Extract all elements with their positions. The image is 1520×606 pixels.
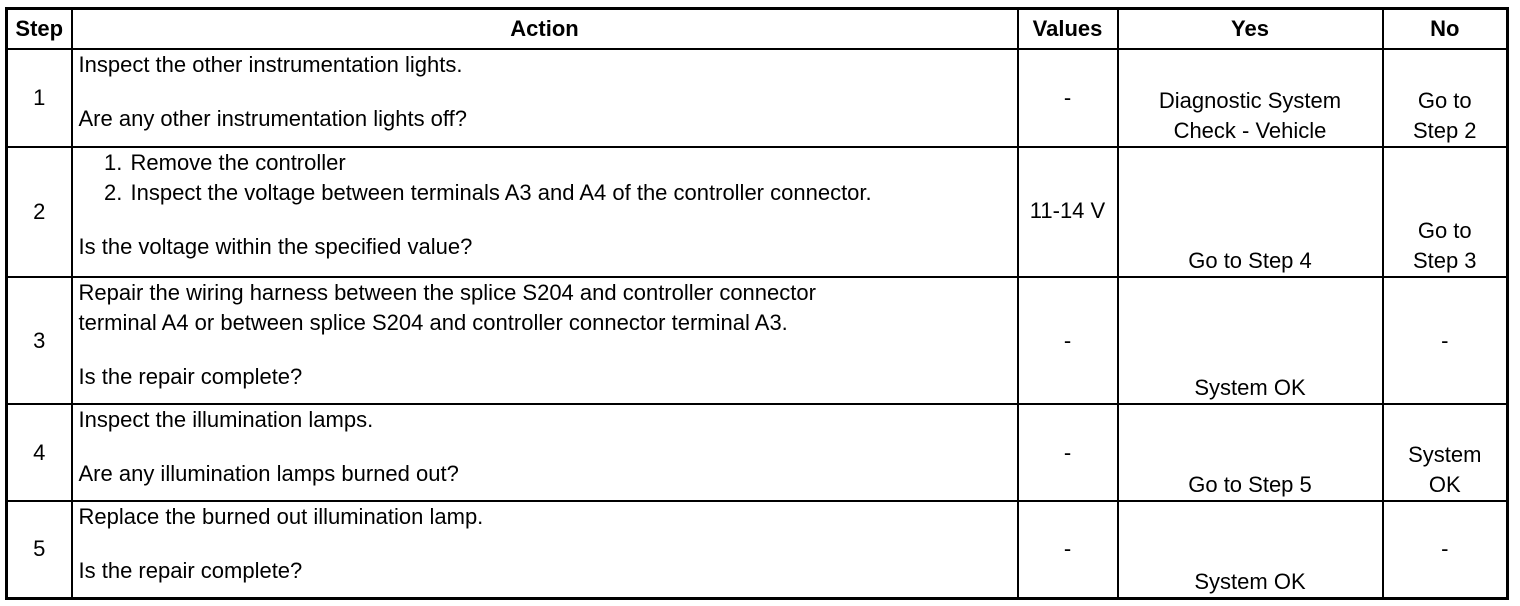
action-step-item: 2. Inspect the voltage between terminals A3 and A4 of the controller connector. xyxy=(129,178,1011,208)
action-question: Is the repair complete? xyxy=(78,364,303,389)
yes-cell xyxy=(1118,277,1383,404)
yes-cell xyxy=(1118,49,1383,147)
no-text: Go to xyxy=(1417,88,1472,113)
yes-text: System OK xyxy=(1194,375,1306,400)
action-cell xyxy=(72,277,1018,404)
values-cell: - xyxy=(1018,404,1118,501)
table-row xyxy=(7,404,1508,501)
values-cell: - xyxy=(1018,277,1118,404)
action-question: Are any illumination lamps burned out? xyxy=(78,461,459,486)
yes-cell xyxy=(1118,501,1383,598)
table-row xyxy=(7,147,1508,277)
no-cell xyxy=(1383,501,1508,598)
yes-cell xyxy=(1118,147,1383,277)
step-number: 5 xyxy=(7,501,72,598)
step-number: 1 xyxy=(7,49,72,147)
no-text: OK xyxy=(1428,472,1461,497)
no-cell xyxy=(1383,49,1508,147)
header-step: Step xyxy=(7,9,72,50)
header-values: Values xyxy=(1018,9,1118,50)
table-row xyxy=(7,49,1508,147)
no-text: Step 2 xyxy=(1412,118,1477,143)
action-text: Inspect the other instrumentation lights. xyxy=(78,52,463,77)
step-number: 3 xyxy=(7,277,72,404)
action-question: Are any other instrumentation lights off? xyxy=(78,106,467,131)
action-step-item: 1. Remove the controller xyxy=(129,148,1011,178)
no-text: - xyxy=(1441,327,1449,353)
yes-text: Go to Step 5 xyxy=(1188,472,1312,497)
header-row xyxy=(7,9,1508,50)
action-text: Repair the wiring harness between the splice S204 and controller connector xyxy=(78,280,816,305)
header-yes: Yes xyxy=(1118,9,1383,50)
no-text: Go to xyxy=(1417,218,1472,243)
action-cell xyxy=(72,501,1018,598)
no-cell xyxy=(1383,404,1508,501)
yes-cell xyxy=(1118,404,1383,501)
yes-text: Diagnostic System xyxy=(1158,88,1342,113)
diagnostic-table xyxy=(5,7,1509,600)
table-row xyxy=(7,277,1508,404)
header-no: No xyxy=(1383,9,1508,50)
action-cell xyxy=(72,404,1018,501)
step-number: 2 xyxy=(7,147,72,277)
action-cell xyxy=(72,147,1018,277)
values-cell: - xyxy=(1018,49,1118,147)
no-text: System xyxy=(1408,442,1482,467)
step-number: 4 xyxy=(7,404,72,501)
action-text: Inspect the illumination lamps. xyxy=(78,407,374,432)
yes-text: Go to Step 4 xyxy=(1188,248,1312,273)
action-text: terminal A4 or between splice S204 and controller connector terminal A3. xyxy=(78,310,788,335)
action-question: Is the repair complete? xyxy=(78,558,303,583)
action-question: Is the voltage within the specified value? xyxy=(78,234,473,259)
no-text: - xyxy=(1441,536,1449,562)
no-cell xyxy=(1383,147,1508,277)
no-text: Step 3 xyxy=(1412,248,1477,273)
header-action: Action xyxy=(72,9,1018,50)
action-steps-list xyxy=(79,148,1011,208)
action-cell xyxy=(72,49,1018,147)
yes-text: System OK xyxy=(1194,568,1306,594)
action-text: Replace the burned out illumination lamp. xyxy=(78,504,484,529)
no-cell xyxy=(1383,277,1508,404)
values-cell: - xyxy=(1018,501,1118,598)
yes-text: Check - Vehicle xyxy=(1173,118,1327,143)
values-cell: 11-14 V xyxy=(1018,147,1118,277)
table-row xyxy=(7,501,1508,598)
